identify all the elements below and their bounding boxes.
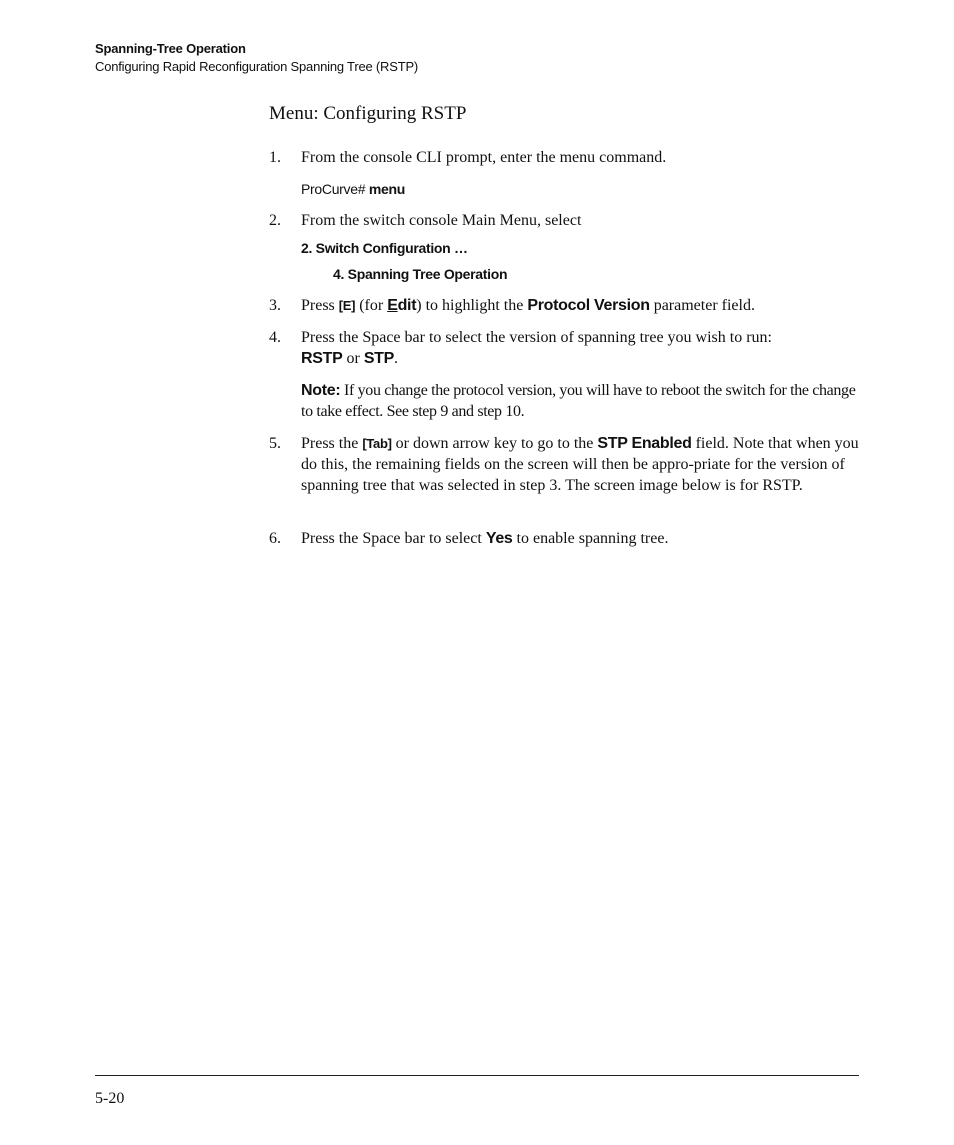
footer-rule bbox=[95, 1075, 859, 1076]
option-stp: STP bbox=[363, 350, 395, 367]
note bbox=[301, 380, 859, 422]
cli-prompt: ProCurve# bbox=[301, 181, 366, 197]
chapter-title: Spanning-Tree Operation bbox=[95, 41, 246, 56]
menu-path-item-1: 2. Switch Configuration … bbox=[301, 240, 468, 256]
step-number: 4. bbox=[269, 329, 281, 346]
step-3 bbox=[269, 295, 859, 316]
step-4 bbox=[269, 327, 859, 369]
step-6 bbox=[269, 528, 859, 549]
cli-command bbox=[301, 180, 405, 198]
step-number: 1. bbox=[269, 149, 281, 166]
step-text: Press the Space bar to select the version of spanning tree you wish to run: RSTP or STP. bbox=[301, 329, 772, 367]
step-number: 3. bbox=[269, 297, 281, 314]
step-number: 6. bbox=[269, 530, 281, 547]
step-1 bbox=[269, 147, 859, 168]
section-heading: Menu: Configuring RSTP bbox=[269, 103, 467, 124]
step-text: Press the [Tab] or down arrow key to go to the STP Enabled field. Note that when you do this, the remaining fields on the screen will then be appro-priate for the version of spanning tree that was selected in step 3. The screen image below is for RSTP. bbox=[301, 435, 859, 494]
step-text: From the console CLI prompt, enter the menu command. bbox=[301, 149, 667, 166]
section-title: Configuring Rapid Reconfiguration Spanning Tree (RSTP) bbox=[95, 59, 419, 74]
step-5 bbox=[269, 433, 859, 496]
running-head bbox=[95, 40, 418, 76]
edit-term: Edit bbox=[387, 297, 417, 314]
key-e: [E] bbox=[338, 298, 356, 313]
cli-command-text: menu bbox=[368, 181, 405, 197]
stp-enabled-field: STP Enabled bbox=[597, 435, 692, 452]
value-yes: Yes bbox=[485, 530, 513, 547]
menu-path-item-2: 4. Spanning Tree Operation bbox=[333, 266, 508, 282]
step-2 bbox=[269, 210, 859, 231]
option-rstp: RSTP bbox=[301, 350, 343, 367]
note-label: Note: bbox=[301, 382, 341, 399]
step-text: From the switch console Main Menu, select bbox=[301, 212, 582, 229]
step-number: 2. bbox=[269, 212, 281, 229]
step-number: 5. bbox=[269, 435, 281, 452]
key-tab: [Tab] bbox=[362, 436, 392, 451]
step-text: Press [E] (for Edit) to highlight the Protocol Version parameter field. bbox=[301, 297, 755, 314]
step-text: Press the Space bar to select Yes to enable spanning tree. bbox=[301, 530, 669, 547]
note-text: If you change the protocol version, you will have to reboot the switch for the change to take effect. See step 9 and step 10. bbox=[301, 382, 856, 420]
protocol-version-field: Protocol Version bbox=[527, 297, 650, 314]
page-number: 5-20 bbox=[95, 1090, 125, 1107]
